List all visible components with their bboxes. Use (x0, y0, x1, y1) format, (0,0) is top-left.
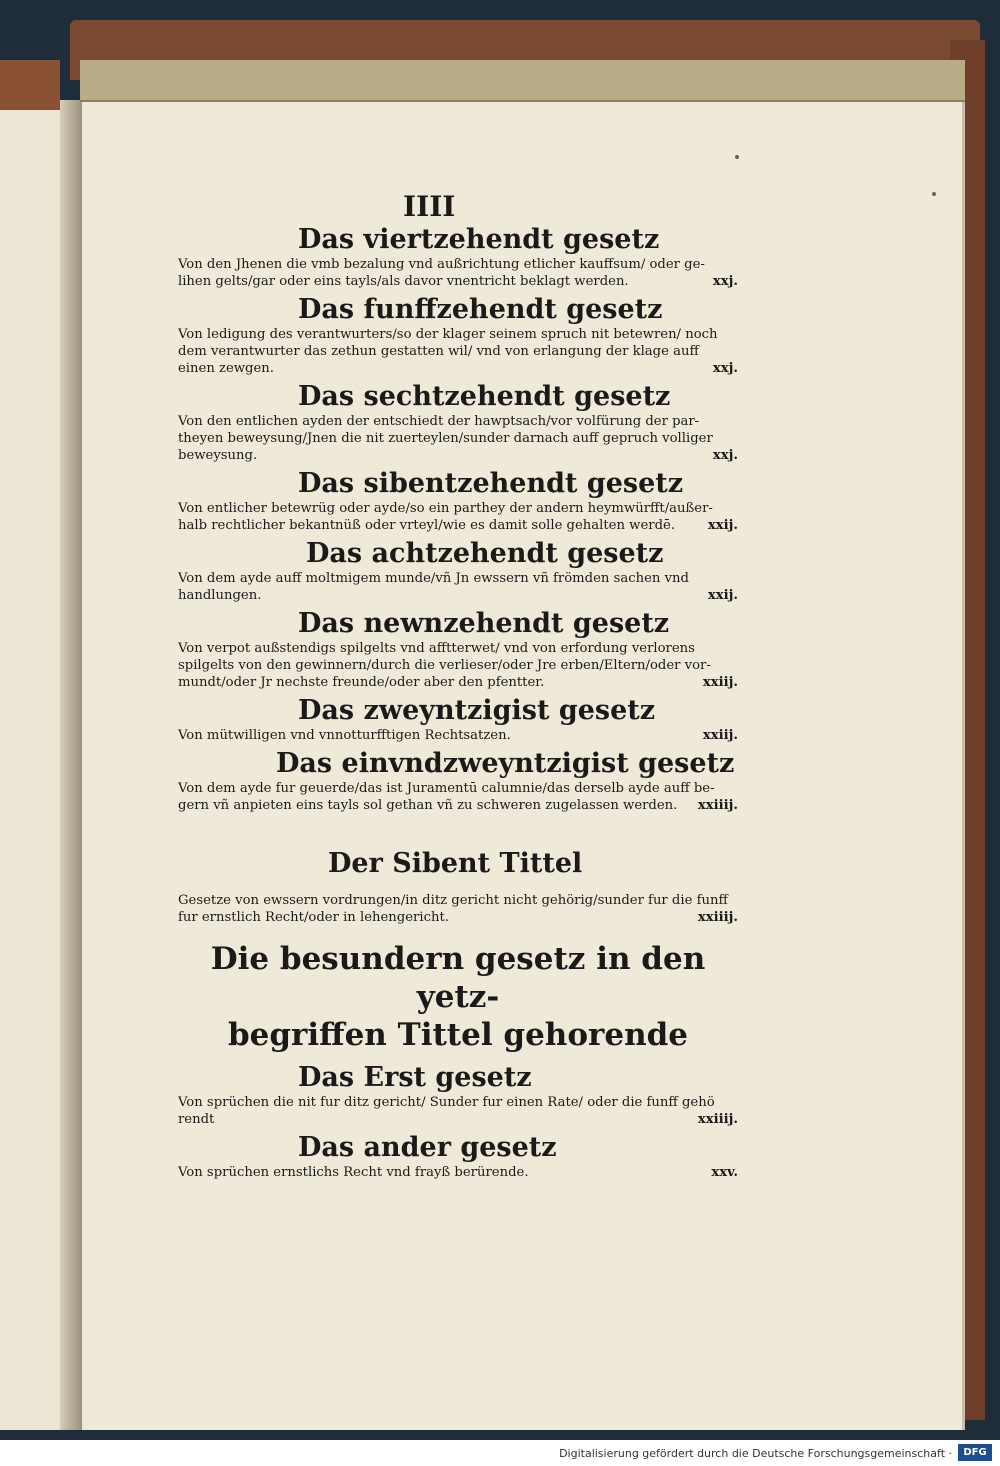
title-heading: Der Sibent Tittel (328, 848, 583, 879)
text-line (178, 326, 738, 343)
folio-reference: xxij. (707, 588, 738, 603)
line-text: Von verpot außstendigs spilgelts vnd afftterwet/ vnd von erfordung verlorens (178, 641, 695, 656)
text-line (178, 780, 738, 797)
text-line (178, 1094, 738, 1111)
text-line (178, 1111, 738, 1128)
line-text: Gesetze von ewssern vordrungen/in ditz gericht nicht gehörig/sunder fur die funff (178, 893, 728, 908)
text-line (178, 273, 738, 290)
line-text: dem verantwurter das zethun gestatten wil/ vnd von erlangung der klage auff (178, 344, 699, 359)
folio-reference: xxv. (711, 1165, 738, 1180)
folio-reference: xxj. (712, 274, 738, 289)
page-hole (932, 192, 936, 196)
title-body (178, 892, 738, 926)
page-content (178, 190, 738, 1185)
text-line (178, 500, 738, 517)
folio-reference: xxiiij. (697, 1112, 738, 1127)
text-line (178, 797, 738, 814)
line-text: handlungen. (178, 588, 262, 603)
text-line (178, 430, 738, 447)
book-gutter (60, 100, 82, 1430)
section-heading: Das achtzehendt gesetz (306, 538, 664, 569)
section-heading: Das funffzehendt gesetz (298, 294, 663, 325)
line-text: theyen beweysung/Jnen die nit zuerteylen/sunder darnach auff gepruch volliger (178, 431, 713, 446)
line-text: gern vñ anpieten eins tayls sol gethan vñ zu schweren zugelassen werden. (178, 798, 678, 813)
section-heading: Das einvndzweyntzigist gesetz (276, 748, 735, 779)
line-text: Von entlicher betewrüg oder ayde/so ein parthey der andern heymwürfft/außer- (178, 501, 713, 516)
text-line (178, 909, 738, 926)
line-text: einen zewgen. (178, 361, 274, 376)
text-line (178, 256, 738, 273)
dfg-logo: DFG (958, 1444, 992, 1461)
line-text: Von sprüchen die nit fur ditz gericht/ Sunder fur einen Rate/ oder die funff gehö (178, 1095, 715, 1110)
text-line (178, 640, 738, 657)
line-text: spilgelts von den gewinnern/durch die verlieser/oder Jre erben/Eltern/oder vor- (178, 658, 711, 673)
folio-reference: xxiij. (702, 675, 738, 690)
text-line (178, 674, 738, 691)
text-line (178, 892, 738, 909)
text-line (178, 447, 738, 464)
line-text: Von ledigung des verantwurters/so der klager seinem spruch nit betewren/ noch (178, 327, 718, 342)
text-line (178, 587, 738, 604)
line-text: lihen gelts/gar oder eins tayls/als davor vnentricht beklagt werden. (178, 274, 629, 289)
folio-reference: xxiiij. (697, 798, 738, 813)
section-heading: Das sechtzehendt gesetz (298, 381, 671, 412)
line-text: Von den Jhenen die vmb bezalung vnd außrichtung etlicher kauffsum/ oder ge- (178, 257, 705, 272)
folio-number: IIII (403, 190, 456, 223)
footer-credit: Digitalisierung gefördert durch die Deutsche Forschungsgemeinschaft · (559, 1447, 952, 1460)
folio-reference: xxij. (707, 518, 738, 533)
text-line (178, 343, 738, 360)
folio-reference: xxj. (712, 361, 738, 376)
line-text: rendt (178, 1112, 215, 1127)
sub-sections-list (178, 1062, 738, 1185)
page-hole (735, 155, 739, 159)
sections-list (178, 224, 738, 818)
line-text: beweysung. (178, 448, 258, 463)
text-line (178, 1164, 738, 1181)
folio-reference: xxiiij. (697, 910, 738, 925)
page-edges (80, 60, 965, 102)
section-heading: Das newnzehendt gesetz (298, 608, 670, 639)
text-line (178, 360, 738, 377)
text-line (178, 413, 738, 430)
big-title-line-2: begriffen Tittel gehorende (227, 1017, 689, 1053)
section-heading: Das Erst gesetz (298, 1062, 532, 1093)
line-text: Von dem ayde auff moltmigem munde/vñ Jn ewssern vñ frömden sachen vnd (178, 571, 689, 586)
text-line (178, 570, 738, 587)
folio-reference: xxiij. (702, 728, 738, 743)
line-text: Von dem ayde fur geuerde/das ist Juramentū calumnie/das derselb ayde auff be- (178, 781, 715, 796)
line-text: mundt/oder Jr nechste freunde/oder aber den pfentter. (178, 675, 545, 690)
folio-reference: xxj. (712, 448, 738, 463)
text-line (178, 657, 738, 674)
line-text: fur ernstlich Recht/oder in lehengericht. (178, 910, 449, 925)
line-text: Von mütwilligen vnd vnnotturfftigen Rechtsatzen. (178, 728, 511, 743)
line-text: Von sprüchen ernstlichs Recht vnd frayß berürende. (178, 1165, 529, 1180)
big-title-line-1: Die besundern gesetz in den yetz- (210, 941, 706, 1015)
section-heading: Das viertzehendt gesetz (298, 224, 660, 255)
text-line (178, 517, 738, 534)
line-text: halb rechtlicher bekantnüß oder vrteyl/wie es damit solle gehalten werdē. (178, 518, 676, 533)
text-line (178, 727, 738, 744)
section-heading: Das ander gesetz (298, 1132, 557, 1163)
section-heading: Das sibentzehendt gesetz (298, 468, 684, 499)
line-text: Von den entlichen ayden der entschiedt der hawptsach/vor volfürung der par- (178, 414, 700, 429)
section-heading: Das zweyntzigist gesetz (298, 695, 656, 726)
